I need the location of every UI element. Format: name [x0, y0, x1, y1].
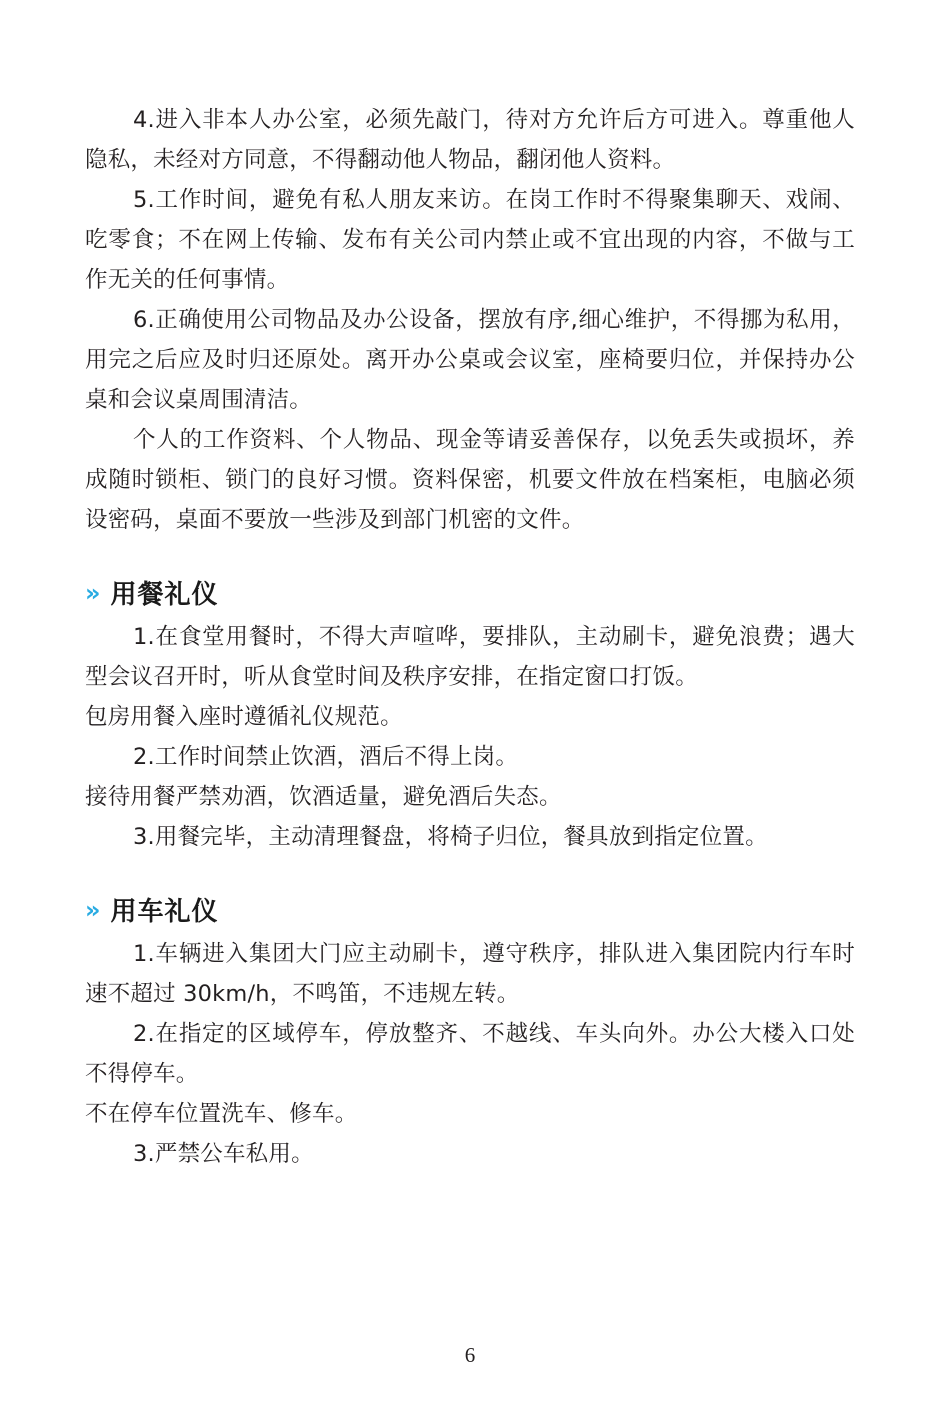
paragraph: 2.在指定的区域停车，停放整齐、不越线、车头向外。办公大楼入口处不得停车。 — [85, 1021, 855, 1087]
paragraph: 个人的工作资料、个人物品、现金等请妥善保存，以免丢失或损坏，养成随时锁柜、锁门的良好习惯。资料保密，机要文件放在档案柜，电脑必须设密码，桌面不要放一些涉及到部门机密的文件。 — [85, 427, 855, 533]
paragraph: 5.工作时间，避免有私人朋友来访。在岗工作时不得聚集聊天、戏闹、吃零食；不在网上传输、发布有关公司内禁止或不宜出现的内容，不做与工作无关的任何事情。 — [85, 187, 855, 293]
paragraph: 3.用餐完毕，主动清理餐盘，将椅子归位，餐具放到指定位置。 — [133, 824, 768, 850]
double-chevron-right-icon: » — [85, 895, 97, 924]
paragraph: 3.严禁公车私用。 — [133, 1141, 314, 1167]
paragraph: 包房用餐入座时遵循礼仪规范。 — [85, 704, 403, 730]
paragraph: 2.工作时间禁止饮酒，酒后不得上岗。 — [133, 744, 519, 770]
section-heading-vehicle — [85, 891, 855, 928]
section-heading-label: 用车礼仪 — [110, 897, 219, 927]
paragraph: 不在停车位置洗车、修车。 — [85, 1101, 358, 1127]
double-chevron-right-icon: » — [85, 578, 97, 607]
paragraph: 6.正确使用公司物品及办公设备，摆放有序,细心维护，不得挪为私用，用完之后应及时归还原处。离开办公桌或会议室，座椅要归位，并保持办公桌和会议桌周围清洁。 — [85, 307, 855, 413]
paragraph: 1.在食堂用餐时，不得大声喧哗，要排队，主动刷卡，避免浪费；遇大型会议召开时，听从食堂时间及秩序安排，在指定窗口打饭。 — [85, 624, 855, 690]
paragraph: 接待用餐严禁劝酒，饮酒适量，避免酒后失态。 — [85, 784, 562, 810]
section-heading-dining — [85, 574, 855, 611]
paragraph: 4.进入非本人办公室，必须先敲门，待对方允许后方可进入。尊重他人隐私，未经对方同意，不得翻动他人物品，翻闭他人资料。 — [85, 107, 855, 173]
page-number: 6 — [464, 1343, 476, 1367]
section-heading-label: 用餐礼仪 — [110, 580, 219, 610]
paragraph: 1.车辆进入集团大门应主动刷卡，遵守秩序，排队进入集团院内行车时速不超过 30km/h，不鸣笛，不违规左转。 — [85, 941, 855, 1007]
